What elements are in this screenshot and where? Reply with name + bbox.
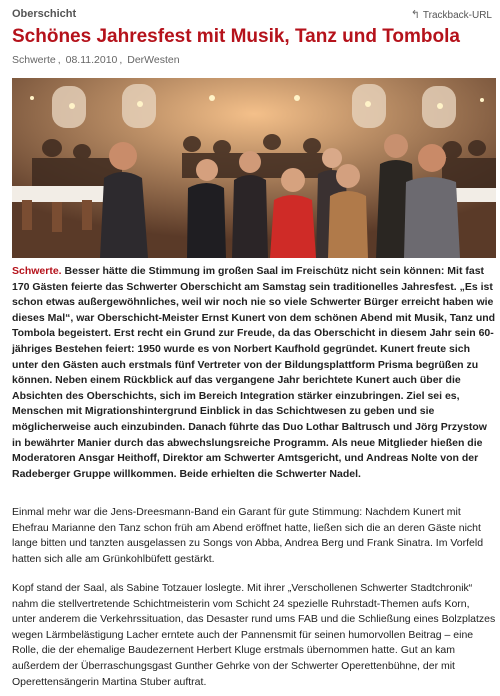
article-place: Schwerte — [12, 54, 56, 66]
article-date: 08.11.2010 — [65, 54, 118, 66]
article-meta: Schwerte , 08.11.2010 , DerWesten — [12, 54, 180, 66]
article-lead — [12, 264, 496, 482]
article-title: Schönes Jahresfest mit Musik, Tanz und Tombola — [12, 26, 460, 47]
event-photo-illustration — [12, 78, 496, 258]
article-paragraph-1: Einmal mehr war die Jens-Dreesmann-Band ein Garant für gute Stimmung: Nachdem Kunert mit Ehefrau Marianne den Tanz schon früh am Abend eröffnet hatte, ließen sich die an deren Gäste nicht lange bitten und tanzten ausgelassen zu Songs von Abba, Andrea Berg und Frank Sinatra. Im Vorfeld hatten sich alle am Grünkohlbüfett gestärkt. — [12, 506, 484, 565]
trackback-link[interactable] — [411, 8, 492, 21]
event-photo — [12, 78, 496, 258]
trackback-label: Trackback-URL — [422, 10, 492, 21]
category-label: Oberschicht — [12, 8, 77, 20]
lead-place: Schwerte. — [12, 265, 62, 277]
article-header-bar — [12, 8, 492, 24]
article-paragraph-2: Kopf stand der Saal, als Sabine Totzauer loslegte. Mit ihrer „Verschollenen Schwerter Stadtchronik“ nahm die stellvertretende Schichtmeisterin vom Schicht 24 spezielle Ruhrstadt-Themen aufs Korn, unter anderem die Verkehrssituation, das Desaster rund ums FAB und die Schließung eines Bolzplatzes wegen Lärmbelästigung Lacher erntete auch der Pannensmit für seinen humorvollen Beitrag – eine Rolle, die der ehemalige Baudezernent Herbert Kluge erstmals übernommen hatte. Gut an kam außerdem der Überraschungsgast Gunther Gehrke von der Schwerter Operettenbühne, der mit Operettensängerin Martina Stuber auftrat. — [12, 582, 496, 688]
return-arrow-icon: ↰ — [410, 9, 420, 21]
lead-text: Besser hätte die Stimmung im großen Saal im Freischütz nicht sein können: Mit fast 170 Gästen feierte das Schwerter Oberschicht am Samstag sein traditionelles Jahresfest. „Es ist schon etwas außergewöhnliches, weil wir noch nie so viele Schwerter Bürger erreicht haben wie dieses Mal“, war Oberschicht-Meister Ernst Kunert von dem schönen Abend mit Musik, Tanz und Tombola begeistert. Erst recht ein Grund zur Freude, da das Oberschicht in diesem Jahr sein 60-jähriges Bestehen feiert: 1950 wurde es von Norbert Kaufhold gegründet. Kunert freute sich unter den Gästen auch erstmals fünf Vertreter von der Bildungsplattform Prisma begrüßen zu können. Neben einem Rückblick auf das vergangene Jahr berichtete Kunert auch über die Absichten des Oberschichts, sich im Bereich Integration stärker einzubringen. Ziel sei es, Menschen mit Migrationshintergrund Einblick in das Schichtwesen zu geben und sie möglicherweise auch einzubinden. Danach führte das Duo Lothar Baltrusch und Jörg Przystow in bewährter Manier durch das abwechslungsreiche Programm. Als neue Mitglieder hießen die Moderatoren Ansgar Heithoff, Direktor am Schwerter Amtsgericht, und Andreas Nolte von der Radeberger Gruppe willkommen. Beide erhielten die Schwerter Nadel. — [12, 265, 496, 480]
article-source: DerWesten — [127, 54, 180, 66]
